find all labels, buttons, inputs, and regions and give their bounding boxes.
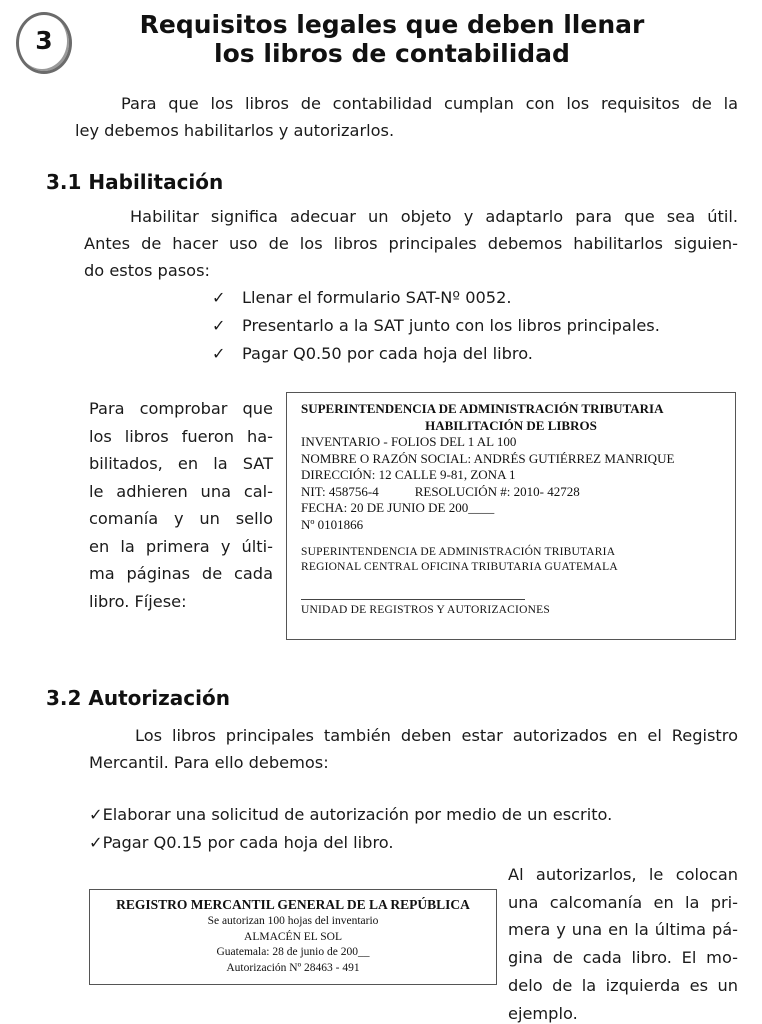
side-line: bilitados, en la SAT bbox=[89, 454, 273, 473]
side-line: delo de la izquierda es un bbox=[508, 975, 738, 995]
side-line: comanía y un sello bbox=[89, 509, 273, 528]
step-text: Pagar Q0.50 por cada hoja del libro. bbox=[242, 344, 533, 363]
step-text: Presentarlo a la SAT junto con los libros principales. bbox=[242, 316, 660, 335]
side-line: libro. Fíjese: bbox=[89, 591, 187, 611]
rm-line-2: ALMACÉN EL SOL bbox=[244, 930, 342, 943]
habilitacion-paragraph bbox=[84, 203, 738, 284]
sat-side-text bbox=[89, 395, 273, 615]
side-line: ma páginas de cada bbox=[89, 564, 273, 583]
side-line: Al autorizarlos, le colocan bbox=[508, 865, 738, 884]
side-line: mera y una en la última pá- bbox=[508, 920, 738, 940]
list-item: ✓Elaborar una solicitud de autorización por medio de un escrito. bbox=[89, 805, 613, 824]
sat-direccion: DIRECCIÓN: 12 CALLE 9-81, ZONA 1 bbox=[301, 467, 516, 482]
habilitacion-line-1: Habilitar significa adecuar un objeto y adaptarlo para que sea útil. bbox=[130, 207, 738, 226]
rm-line-1: Se autorizan 100 hojas del inventario bbox=[207, 915, 379, 927]
registro-mercantil-sticker bbox=[89, 889, 497, 985]
rm-header: REGISTRO MERCANTIL GENERAL DE LA REPÚBLICA bbox=[116, 897, 470, 912]
section-heading-habilitacion: 3.1 Habilitación bbox=[46, 170, 224, 194]
sat-nit-row bbox=[301, 484, 721, 501]
side-line: gina de cada libro. El mo- bbox=[508, 948, 738, 968]
sat-office-1: SUPERINTENDENCIA DE ADMINISTRACIÓN TRIBUTARIA bbox=[301, 546, 616, 558]
sat-nombre: NOMBRE O RAZÓN SOCIAL: ANDRÉS GUTIÉRREZ MANRIQUE bbox=[301, 450, 675, 466]
signature-line bbox=[301, 599, 525, 600]
check-icon: ✓ bbox=[212, 344, 226, 363]
rm-line-4: Autorización Nº 28463 - 491 bbox=[226, 961, 360, 974]
sat-footer: UNIDAD DE REGISTROS Y AUTORIZACIONES bbox=[301, 604, 550, 616]
autorizacion-paragraph bbox=[89, 722, 738, 776]
side-line: los libros fueron ha- bbox=[89, 426, 273, 446]
list-item bbox=[212, 340, 660, 368]
autorizacion-steps bbox=[89, 801, 612, 857]
sat-header: SUPERINTENDENCIA DE ADMINISTRACIÓN TRIBUTARIA bbox=[301, 401, 664, 416]
chapter-badge bbox=[16, 12, 72, 74]
sat-numero: Nº 0101866 bbox=[301, 516, 364, 532]
sat-inventario: INVENTARIO - FOLIOS DEL 1 AL 100 bbox=[301, 434, 517, 449]
sat-resolucion: RESOLUCIÓN #: 2010- 42728 bbox=[414, 483, 580, 499]
chapter-number: 3 bbox=[35, 26, 53, 55]
title-line-2: los libros de contabilidad bbox=[214, 39, 570, 68]
rm-side-text bbox=[508, 861, 738, 1024]
autorizacion-line-1: Los libros principales también deben estar autorizados en el Registro bbox=[135, 726, 738, 745]
check-icon: ✓ bbox=[212, 316, 226, 335]
step-text: Llenar el formulario SAT-Nº 0052. bbox=[242, 288, 512, 307]
title-line-1: Requisitos legales que deben llenar bbox=[139, 10, 645, 39]
list-item: ✓Pagar Q0.15 por cada hoja del libro. bbox=[89, 833, 394, 852]
sat-sticker bbox=[286, 392, 736, 640]
section-heading-autorizacion: 3.2 Autorización bbox=[46, 686, 230, 710]
side-line: ejemplo. bbox=[508, 1003, 578, 1023]
habilitacion-line-3: do estos pasos: bbox=[84, 261, 210, 280]
intro-line-1: Para que los libros de contabilidad cumplan con los requisitos de la bbox=[121, 94, 738, 113]
habilitacion-line-2: Antes de hacer uso de los libros principales debemos habilitarlos siguien- bbox=[84, 234, 738, 253]
intro-line-2: ley debemos habilitarlos y autorizarlos. bbox=[75, 121, 395, 140]
sat-nit: NIT: 458756-4 bbox=[301, 483, 379, 499]
autorizacion-line-2: Mercantil. Para ello debemos: bbox=[89, 753, 329, 772]
page-title bbox=[92, 10, 692, 68]
side-line: Para comprobar que bbox=[89, 399, 273, 418]
rm-line-3: Guatemala: 28 de junio de 200__ bbox=[216, 946, 370, 958]
sat-fecha: FECHA: 20 DE JUNIO DE 200____ bbox=[301, 500, 495, 515]
intro-paragraph bbox=[75, 90, 738, 144]
list-item bbox=[212, 284, 660, 312]
sat-subheader: HABILITACIÓN DE LIBROS bbox=[425, 417, 597, 433]
side-line: le adhieren una cal- bbox=[89, 481, 273, 501]
habilitacion-steps bbox=[212, 284, 660, 368]
side-line: en la primera y últi- bbox=[89, 536, 273, 556]
side-line: una calcomanía en la pri- bbox=[508, 892, 738, 912]
check-icon: ✓ bbox=[212, 288, 226, 307]
sat-office-2: REGIONAL CENTRAL OFICINA TRIBUTARIA GUATEMALA bbox=[301, 561, 618, 573]
list-item bbox=[212, 312, 660, 340]
